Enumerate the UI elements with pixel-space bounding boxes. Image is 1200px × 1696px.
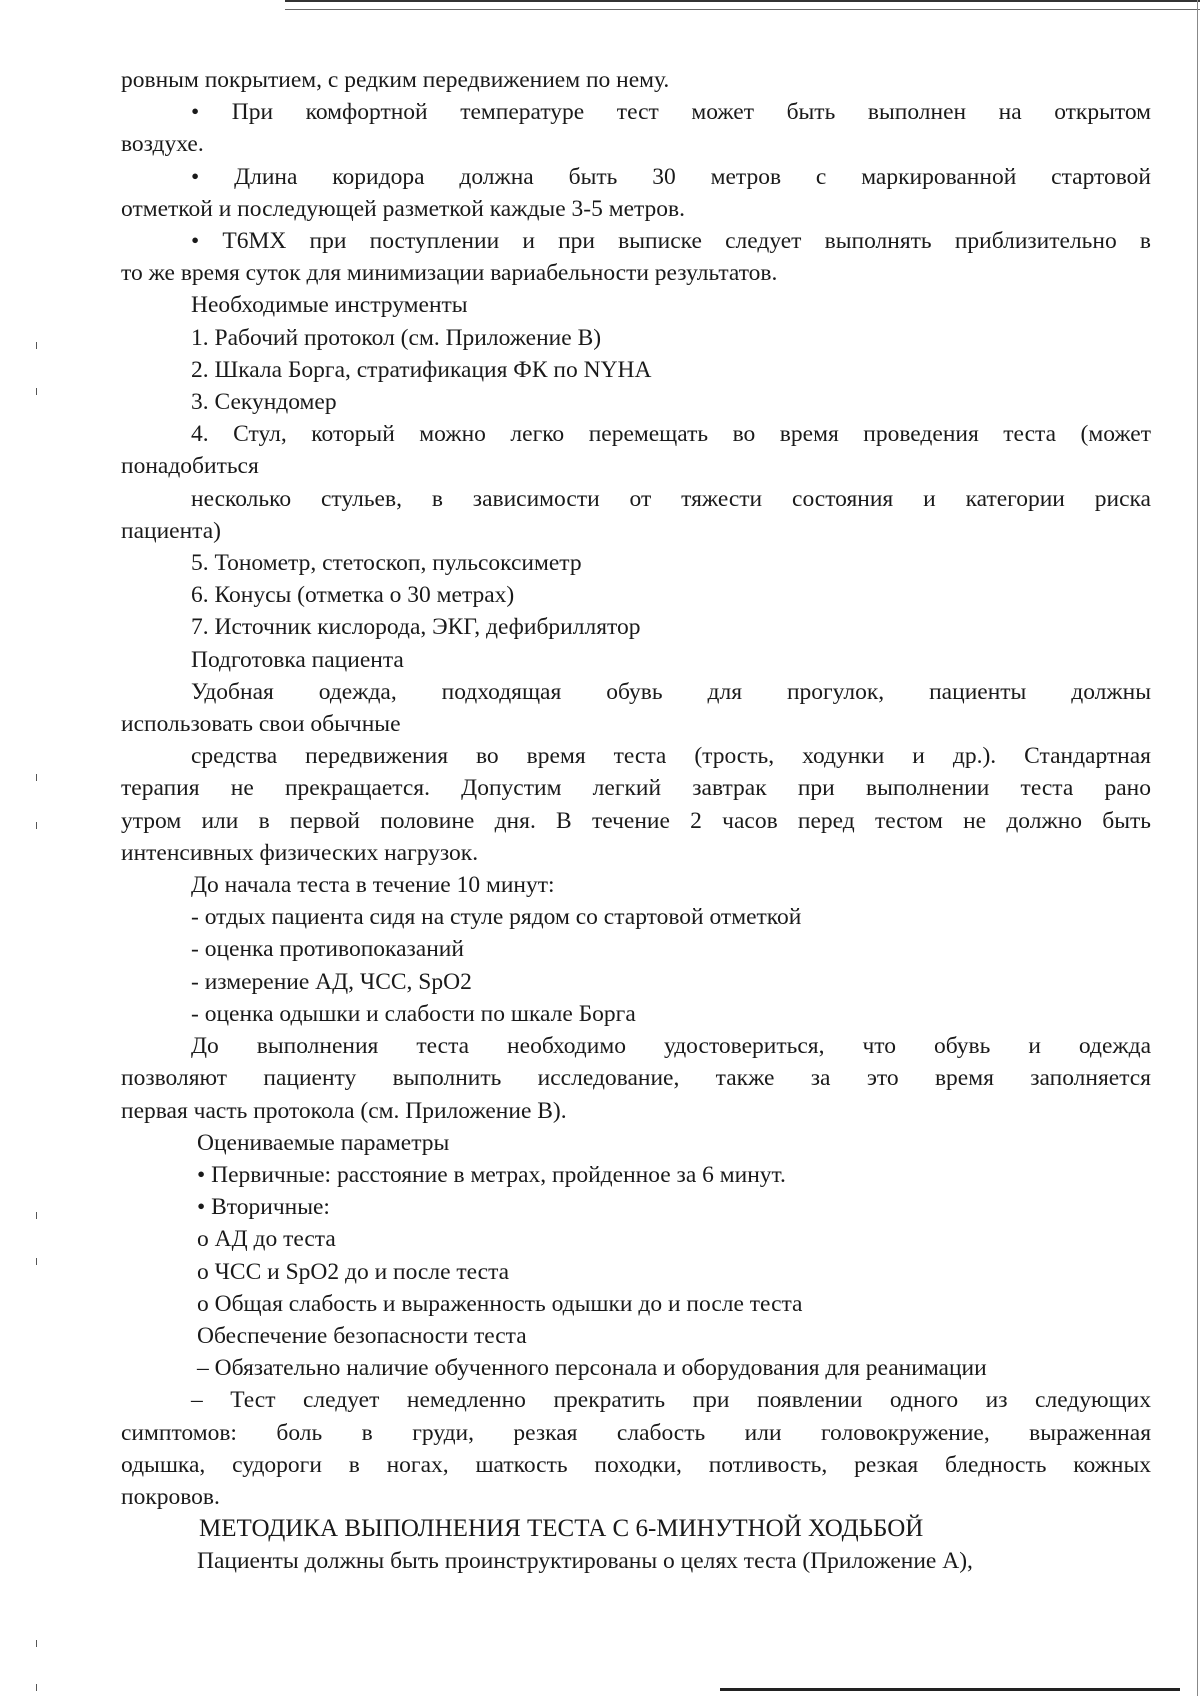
bullet-line: • Первичные: расстояние в метрах, пройденное за 6 минут. xyxy=(197,1161,786,1188)
section-heading: Оцениваемые параметры xyxy=(197,1129,450,1156)
text-line: одышка, судороги в ногах, шаткость походки, потливость, резкая бледность кожных xyxy=(121,1451,1151,1478)
bullet-line: • Т6МХ при поступлении и при выписке следует выполнять приблизительно в xyxy=(191,228,1151,255)
text-line: интенсивных физических нагрузок. xyxy=(121,839,479,866)
list-item: 4. Стул, который можно легко перемещать во время проведения теста (может xyxy=(191,421,1151,448)
list-item: - измерение АД, ЧСС, SpO2 xyxy=(191,968,472,995)
scan-speck xyxy=(36,774,37,781)
text-line: понадобиться xyxy=(121,453,259,480)
list-item: 7. Источник кислорода, ЭКГ, дефибриллятор xyxy=(191,614,641,641)
text-line: отметкой и последующей разметкой каждые 3-5 метров. xyxy=(121,195,686,222)
list-item: 1. Рабочий протокол (см. Приложение В) xyxy=(191,324,602,351)
sub-list-item: о Общая слабость и выраженность одышки до и после теста xyxy=(197,1290,803,1317)
section-heading: Необходимые инструменты xyxy=(191,292,468,319)
document-body xyxy=(121,64,1151,1578)
list-item: - оценка одышки и слабости по шкале Борга xyxy=(191,1000,636,1027)
text-line: использовать свои обычные xyxy=(121,711,401,738)
text-line: воздухе. xyxy=(121,131,204,158)
list-item: – Обязательно наличие обученного персонала и оборудования для реанимации xyxy=(197,1355,987,1382)
scan-speck xyxy=(36,1684,37,1691)
sub-list-item: о ЧСС и SpO2 до и после теста xyxy=(197,1258,510,1285)
scan-speck xyxy=(36,1212,37,1219)
text-line: утром или в первой половине дня. В течение 2 часов перед тестом не должно быть xyxy=(121,807,1151,834)
bullet-line: • Вторичные: xyxy=(197,1194,330,1221)
list-item: - оценка противопоказаний xyxy=(191,936,464,963)
bullet-line: • Длина коридора должна быть 30 метров с маркированной стартовой xyxy=(191,163,1151,190)
scan-speck xyxy=(36,822,37,829)
scan-speck xyxy=(36,1640,37,1647)
right-page-edge xyxy=(1197,0,1198,1696)
text-line: До начала теста в течение 10 минут: xyxy=(191,872,555,899)
text-line: несколько стульев, в зависимости от тяжести состояния и категории риска xyxy=(191,485,1151,512)
list-item: 5. Тонометр, стетоскоп, пульсоксиметр xyxy=(191,550,582,577)
text-line: симптомов: боль в груди, резкая слабость или головокружение, выраженная xyxy=(121,1419,1151,1446)
list-item: 6. Конусы (отметка о 30 метрах) xyxy=(191,582,515,609)
text-line: средства передвижения во время теста (трость, ходунки и др.). Стандартная xyxy=(191,743,1151,770)
top-border-line-thin xyxy=(285,9,1200,10)
section-heading: Подготовка пациента xyxy=(191,646,404,673)
sub-list-item: о АД до теста xyxy=(197,1226,336,1253)
bottom-border-line xyxy=(720,1688,1180,1691)
text-line: Удобная одежда, подходящая обувь для прогулок, пациенты должны xyxy=(191,678,1151,705)
list-item: – Тест следует немедленно прекратить при появлении одного из следующих xyxy=(191,1387,1151,1414)
list-item: - отдых пациента сидя на стуле рядом со стартовой отметкой xyxy=(191,904,802,931)
list-item: 2. Шкала Борга, стратификация ФК по NYHA xyxy=(191,356,652,383)
scan-speck xyxy=(36,342,37,349)
text-line: позволяют пациенту выполнить исследование, также за это время заполняется xyxy=(121,1065,1151,1092)
list-item: 3. Секундомер xyxy=(191,389,337,416)
section-title: МЕТОДИКА ВЫПОЛНЕНИЯ ТЕСТА С 6-МИНУТНОЙ ХОДЬБОЙ xyxy=(199,1515,924,1543)
text-line: Пациенты должны быть проинструктированы о целях теста (Приложение А), xyxy=(197,1548,973,1575)
text-line: покровов. xyxy=(121,1483,220,1510)
top-border-line xyxy=(285,0,1200,2)
text-line: До выполнения теста необходимо удостовериться, что обувь и одежда xyxy=(191,1033,1151,1060)
section-heading: Обеспечение безопасности теста xyxy=(197,1322,527,1349)
bullet-line: • При комфортной температуре тест может быть выполнен на открытом xyxy=(191,99,1151,126)
text-line: первая часть протокола (см. Приложение В). xyxy=(121,1097,567,1124)
text-line: ровным покрытием, с редким передвижением по нему. xyxy=(121,67,670,93)
text-line: то же время суток для минимизации вариабельности результатов. xyxy=(121,260,778,287)
scan-speck xyxy=(36,1258,37,1265)
text-line: пациента) xyxy=(121,517,221,544)
text-line: терапия не прекращается. Допустим легкий завтрак при выполнении теста рано xyxy=(121,775,1151,802)
scan-speck xyxy=(36,388,37,395)
